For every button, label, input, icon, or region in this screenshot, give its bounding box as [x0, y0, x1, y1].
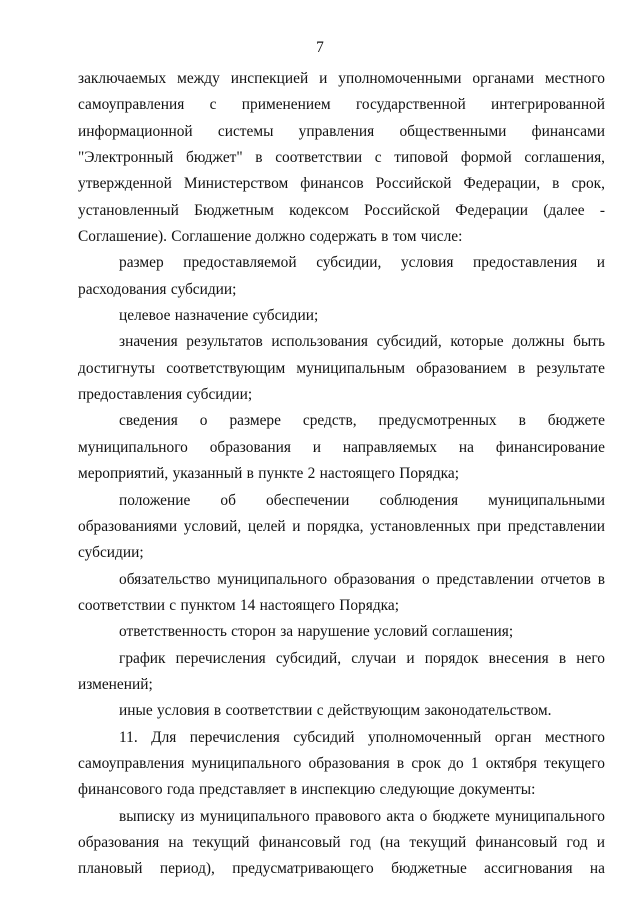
paragraph-liability: ответственность сторон за нарушение условий соглашения; [119, 623, 514, 641]
paragraph-result-values: значения результатов использования субсидий, которые должны быть достигнуты соответствующим муниципальным образованием в результате предоставления субсидии; [78, 333, 605, 404]
paragraph-agreement-intro: заключаемых между инспекцией и уполномоченными органами местного самоуправления с применением государственной интегрированной информационной системы управления общественными финансами "Электронный бюджет" в соответствии с типовой формой соглашения, утвержденной Министерством финансов Российской Федерации, в срок, установленный Бюджетным кодексом Российской Федерации (далее - Соглашение). Соглашение должно содержать в том числе: [78, 70, 605, 246]
paragraph-budget-extract: выписку из муниципального правового акта о бюджете муниципального образования на текущий финансовый год (на текущий финансовый год и плановый период), предусматривающего бюджетные ассигнования на [78, 807, 605, 878]
paragraph-other-conditions: иные условия в соответствии с действующим законодательством. [119, 702, 552, 720]
paragraph-reporting-obligation: обязательство муниципального образования о представлении отчетов в соответствии с пунктом 14 настоящего Порядка; [78, 570, 605, 614]
paragraph-transfer-schedule: график перечисления субсидий, случаи и порядок внесения в него изменений; [78, 649, 605, 693]
paragraph-subsidy-size: размер предоставляемой субсидии, условия предоставления и расходования субсидии; [78, 254, 605, 298]
paragraph-compliance: положение об обеспечении соблюдения муниципальными образованиями условий, целей и порядка, установленных при представлении субсидии; [78, 491, 605, 562]
paragraph-clause-11: 11. Для перечисления субсидий уполномоченный орган местного самоуправления муниципального образования в срок до 1 октября текущего финансового года представляет в инспекцию следующие документы: [78, 728, 605, 799]
page-number: 7 [316, 39, 324, 56]
document-body [78, 66, 605, 883]
paragraph-subsidy-purpose: целевое назначение субсидии; [119, 307, 319, 325]
paragraph-budget-funds: сведения о размере средств, предусмотренных в бюджете муниципального образования и направляемых на финансирование мероприятий, указанный в пункте 2 настоящего Порядка; [78, 412, 605, 483]
